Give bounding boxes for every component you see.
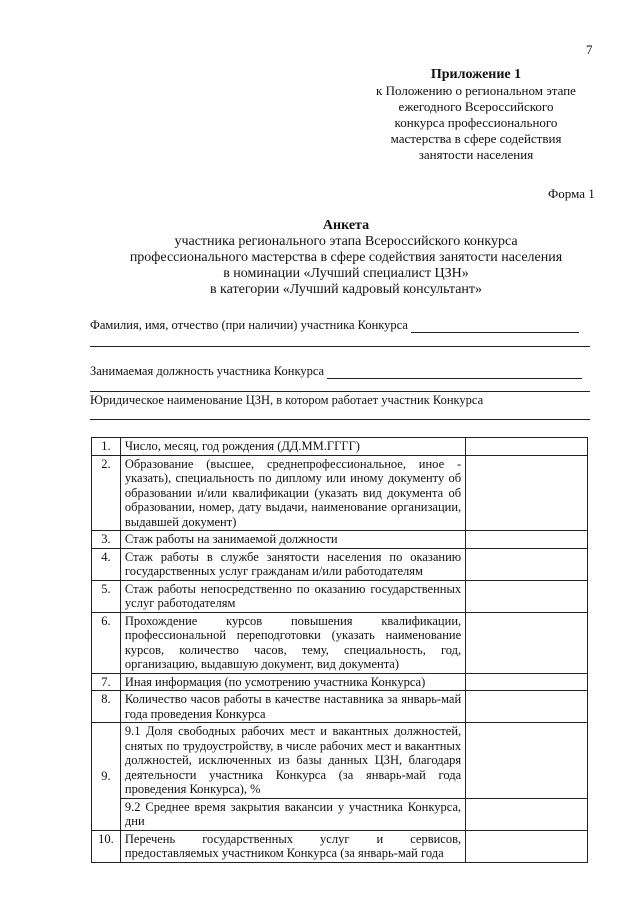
row-number: 2. [92,455,121,531]
table-row [92,830,588,862]
heading-line: в номинации «Лучший специалист ЦЗН» [223,266,469,281]
org-label: Юридическое наименование ЦЗН, в котором работает участник Конкурса [90,393,484,407]
table-row [92,531,588,549]
org-fill-line[interactable] [90,419,590,420]
row-question: Количество часов работы в качестве наставника за январь-май года проведения Конкурса [120,691,465,723]
position-field[interactable] [90,364,590,379]
document-heading [86,218,606,298]
table-row [92,673,588,691]
heading-title: Анкета [322,218,370,233]
row-number: 1. [92,438,121,456]
row-number: 8. [92,691,121,723]
org-field[interactable] [90,393,590,408]
appendix-line: конкурса профессионального [394,115,558,130]
position-fill-line[interactable] [327,365,582,379]
row-number: 10. [92,830,121,862]
table-row [92,612,588,673]
row-number: 4. [92,548,121,580]
appendix-line: ежегодного Всероссийского [398,99,554,114]
row-question: Стаж работы непосредственно по оказанию государственных услуг работодателям [120,580,465,612]
row-question: Образование (высшее, среднепрофессиональное, иное - указать), специальность по диплому или иному документу об образовании и/или квалификации (указать вид документа об образовании, номер, дату выдачи, наименование организации, выдавшей документ) [120,455,465,531]
table-row [92,798,588,830]
heading-line: в категории «Лучший кадровый консультант» [209,282,483,297]
answer-cell[interactable] [466,798,588,830]
answer-cell[interactable] [466,723,588,799]
row-number: 3. [92,531,121,549]
answer-cell[interactable] [466,548,588,580]
row-number: 5. [92,580,121,612]
table-row [92,691,588,723]
appendix-title: Приложение 1 [430,67,522,82]
answer-cell[interactable] [466,830,588,862]
row-number: 9. [92,723,121,831]
row-question: Стаж работы на занимаемой должности [120,531,465,549]
fio-second-line[interactable] [90,346,590,347]
fio-fill-line[interactable] [411,319,579,333]
appendix-block [352,66,600,163]
row-number: 6. [92,612,121,673]
fio-label: Фамилия, имя, отчество (при наличии) участника Конкурса [90,318,408,332]
row-question: Число, месяц, год рождения (ДД.ММ.ГГГГ) [120,438,465,456]
appendix-line: к Положению о региональном этапе [376,83,576,98]
page-bottom-margin [0,870,640,905]
heading-line: участника регионального этапа Всероссийского конкурса [174,234,518,249]
row-question: Иная информация (по усмотрению участника Конкурса) [120,673,465,691]
table-row [92,455,588,531]
appendix-line: мастерства в сфере содействия [390,131,562,146]
answer-cell[interactable] [466,612,588,673]
heading-line: профессионального мастерства в сфере содействия занятости населения [129,250,563,265]
form-label: Форма 1 [548,186,595,201]
row-number: 7. [92,673,121,691]
row-question: Прохождение курсов повышения квалификации, профессиональной переподготовки (указать наименование курсов, количество часов, тему, специальность, год, организацию, выдавшую документ, вид документа) [120,612,465,673]
answer-cell[interactable] [466,438,588,456]
table-row [92,548,588,580]
answer-cell[interactable] [466,691,588,723]
answer-cell[interactable] [466,531,588,549]
row-question: 9.2 Среднее время закрытия вакансии у участника Конкурса, дни [120,798,465,830]
survey-table [91,437,588,863]
table-row [92,438,588,456]
page-number: 7 [586,42,593,57]
fio-field[interactable] [90,318,590,333]
row-question: 9.1 Доля свободных рабочих мест и вакантных должностей, снятых по трудоустройству, в числе рабочих мест и вакантных должностей, исключенных из базы данных ЦЗН, благодаря деятельности участника Конкурса (за январь-май года проведения Конкурса), % [120,723,465,799]
table-row [92,580,588,612]
row-question: Перечень государственных услуг и сервисов, предоставляемых участником Конкурса (за январь-май года [120,830,465,862]
answer-cell[interactable] [466,673,588,691]
answer-cell[interactable] [466,580,588,612]
position-second-line[interactable] [90,391,590,392]
appendix-line: занятости населения [418,147,534,162]
table-row [92,723,588,799]
position-label: Занимаемая должность участника Конкурса [90,364,325,378]
answer-cell[interactable] [466,455,588,531]
row-question: Стаж работы в службе занятости населения по оказанию государственных услуг гражданам и/или работодателям [120,548,465,580]
